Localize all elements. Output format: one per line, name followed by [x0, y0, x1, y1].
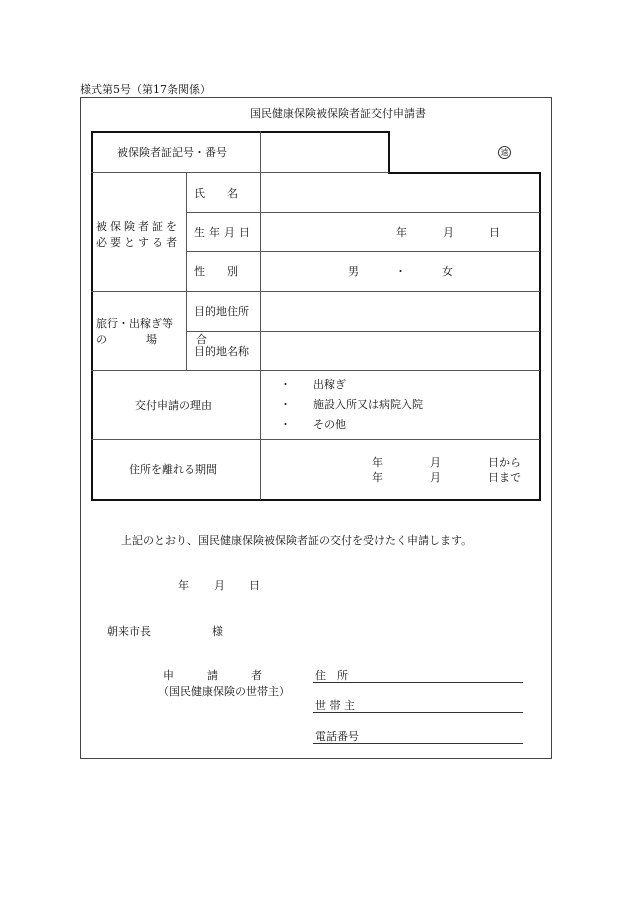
name-label: 氏 名 — [194, 187, 238, 200]
reason-bullet: ・ — [280, 378, 291, 391]
person-group-label-1: 被保険者証を — [96, 220, 180, 233]
address-field[interactable] — [313, 682, 523, 683]
householder-label: 世 帯 主 — [315, 699, 355, 712]
form-title: 国民健康保険被保険者証交付申請書 — [250, 107, 426, 120]
period-to-month: 月 — [430, 471, 441, 484]
table-rule — [186, 331, 540, 332]
period-to-year: 年 — [372, 471, 383, 484]
seal-mark: 遠 — [498, 146, 511, 159]
dest-address-label: 目的地住所 — [194, 305, 249, 318]
reason-option-facility[interactable]: 施設入所又は病院入院 — [313, 398, 423, 411]
table-border-notch — [388, 131, 390, 174]
table-rule — [260, 131, 261, 500]
table-border-left — [91, 131, 93, 501]
person-group-label-2: 必要とする者 — [96, 236, 180, 249]
sex-separator: ・ — [395, 265, 406, 278]
reason-bullet: ・ — [280, 398, 291, 411]
reason-option-dekasegi[interactable]: 出稼ぎ — [313, 378, 346, 391]
table-rule — [186, 212, 540, 213]
sex-female[interactable]: 女 — [442, 265, 453, 278]
period-from-day: 日から — [488, 456, 521, 469]
dob-day: 日 — [489, 226, 500, 239]
addressee-mayor: 朝来市長 — [107, 625, 151, 638]
applicant-sublabel: （国民健康保険の世帯主） — [158, 685, 290, 698]
statement-text: 上記のとおり、国民健康保険被保険者証の交付を受けたく申請します。 — [121, 534, 473, 547]
travel-group-label-1: 旅行・出稼ぎ等 — [96, 317, 173, 330]
period-from-month: 月 — [430, 456, 441, 469]
table-rule — [186, 251, 540, 252]
householder-field[interactable] — [313, 712, 523, 713]
reason-label: 交付申請の理由 — [135, 399, 212, 412]
date-day: 日 — [249, 579, 260, 592]
reason-bullet: ・ — [280, 418, 291, 431]
table-border-bottom — [91, 499, 541, 501]
reason-option-other[interactable]: その他 — [313, 418, 346, 431]
dob-year: 年 — [396, 226, 407, 239]
table-rule — [91, 439, 540, 440]
period-from-year: 年 — [372, 456, 383, 469]
table-border-top — [91, 131, 389, 133]
travel-group-label-2: の 場 合 — [96, 333, 221, 346]
phone-field[interactable] — [313, 743, 523, 744]
period-label: 住所を離れる期間 — [129, 463, 217, 476]
table-rule — [91, 172, 389, 173]
phone-label: 電話番号 — [315, 730, 359, 743]
table-border-top-right — [388, 172, 541, 174]
applicant-label: 申 請 者 — [163, 669, 262, 682]
sex-male[interactable]: 男 — [348, 265, 359, 278]
form-number: 様式第5号（第17条関係） — [80, 83, 211, 96]
table-rule — [91, 370, 540, 371]
dest-name-label: 目的地名称 — [194, 345, 249, 358]
address-label: 住 所 — [315, 669, 348, 682]
sex-label: 性 別 — [194, 265, 238, 278]
dob-month: 月 — [443, 226, 454, 239]
dob-label: 生年月日 — [194, 226, 254, 239]
date-month: 月 — [214, 579, 225, 592]
table-rule — [91, 291, 540, 292]
date-year: 年 — [178, 579, 189, 592]
card-number-label: 被保険者証記号・番号 — [117, 146, 227, 159]
addressee-honorific: 様 — [212, 625, 223, 638]
period-to-day: 日まで — [488, 471, 521, 484]
table-border-right — [539, 172, 541, 501]
